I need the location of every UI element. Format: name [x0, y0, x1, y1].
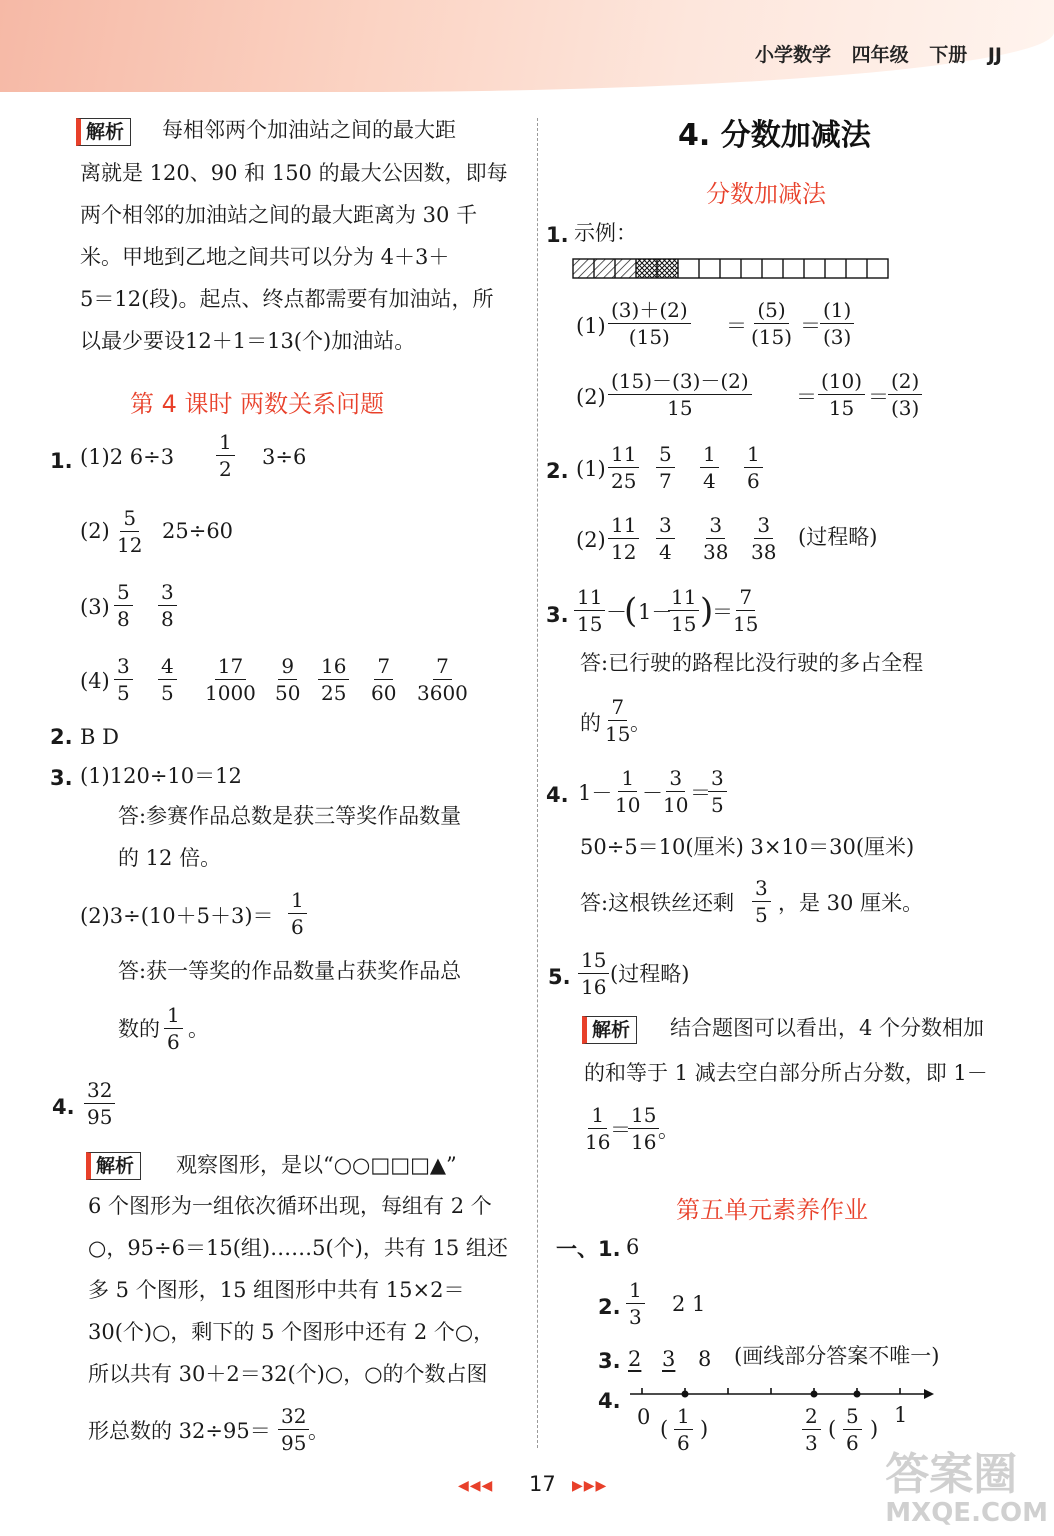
fraction: $\frac{11}{15}$	[668, 585, 699, 636]
equals-sign: ＝	[800, 314, 821, 338]
r-q3-number: 3.	[546, 603, 569, 627]
r-jiexi-line: 结合题图可以看出，4 个分数相加	[670, 1016, 985, 1040]
r-q4-answer-b: ，是 30 厘米。	[778, 891, 924, 915]
jiexi-tag: 解析	[86, 1152, 141, 1180]
jiexi2-line: 多 5 个图形，15 组图形中共有 15×2＝	[88, 1278, 465, 1302]
fraction: $\frac{1}{6}$	[164, 1003, 183, 1054]
number-line-zero: 0	[637, 1405, 651, 1429]
fraction: $\frac{1}{2}$	[216, 430, 235, 481]
number-line	[628, 1384, 936, 1404]
page-number: 17	[529, 1472, 556, 1496]
series-label: 小学数学 四年级 下册 JJ	[755, 44, 1002, 66]
fraction: $\frac{5}{8}$	[114, 580, 133, 631]
fraction: $\frac{15}{16}$	[578, 948, 609, 999]
fraction: $\frac{3}{38}$	[751, 513, 777, 564]
fraction-strip	[572, 258, 890, 280]
q3-answer1: 答:参赛作品总数是获三等奖作品数量	[118, 804, 462, 828]
fraction: $\frac{1}{6}$	[674, 1404, 693, 1455]
fraction: $\frac{(15)-(3)-(2)}{15}$	[608, 369, 752, 420]
q1-part1: (1)2 6÷3	[80, 445, 175, 469]
jiexi2-line: 30(个)○，剩下的 5 个图形中还有 2 个○，	[88, 1320, 495, 1344]
fraction: $\frac{(5)}{(15)}$	[751, 298, 793, 349]
fraction: $\frac{2}{3}$	[802, 1404, 821, 1455]
q1-part3-label: (3)	[80, 595, 110, 619]
equals-sign: ＝	[726, 314, 747, 338]
fraction: $\frac{(1)}{(3)}$	[820, 298, 854, 349]
fraction: $\frac{1}{4}$	[700, 442, 719, 493]
u3-answer-a: 2	[628, 1347, 642, 1371]
r-q2-number: 2.	[546, 459, 569, 483]
u3-number: 3.	[598, 1349, 621, 1373]
number-line-one: 1	[894, 1403, 908, 1427]
period: 。	[308, 1419, 329, 1443]
q1-part4-label: (4)	[80, 669, 110, 693]
page-arrows-right: ▶▶▶	[572, 1478, 608, 1494]
minus-sign: －	[606, 600, 627, 624]
fraction: $\frac{3}{10}$	[663, 766, 689, 817]
fraction: $\frac{3}{5}$	[114, 654, 133, 705]
q3-number: 3.	[50, 766, 73, 790]
fraction: $\frac{1}{6}$	[288, 888, 307, 939]
fraction: $\frac{3}{5}$	[752, 876, 771, 927]
process-omitted-note: (过程略)	[610, 962, 690, 986]
left-paren: (	[624, 591, 638, 631]
fraction: $\frac{7}{15}$	[605, 695, 631, 746]
unit-title: 第五单元素养作业	[676, 1196, 868, 1224]
period: 。	[188, 1017, 209, 1041]
r-jiexi-line: 的和等于 1 减去空白部分所占分数，即 1－	[584, 1061, 988, 1085]
q3-answer2: 答:获一等奖的作品数量占获奖作品总	[118, 959, 462, 983]
q3-answer2-b: 数的	[118, 1017, 160, 1041]
fraction: $\frac{1}{16}$	[585, 1103, 611, 1154]
fraction: $\frac{5}{12}$	[117, 506, 143, 557]
u2-number: 2.	[598, 1295, 621, 1319]
u3-answer-b: 3	[662, 1347, 676, 1371]
paren: )	[870, 1417, 879, 1441]
fraction: $\frac{1}{6}$	[744, 442, 763, 493]
fraction: $\frac{3}{5}$	[708, 766, 727, 817]
r-q5-number: 5.	[548, 965, 571, 989]
process-omitted-note: (过程略)	[798, 525, 878, 549]
fraction: $\frac{11}{25}$	[608, 442, 639, 493]
watermark-logo: 答案圈	[885, 1449, 1018, 1500]
fraction: $\frac{(3)+(2)}{(15)}$	[608, 298, 691, 349]
fraction: $\frac{32}{95}$	[84, 1078, 115, 1129]
u4-number: 4.	[598, 1389, 621, 1413]
period: 。	[658, 1118, 679, 1142]
jiexi2-line: ○，95÷6＝15(组)……5(个)，共有 15 组还	[88, 1236, 508, 1260]
r-q1-label: 示例：	[574, 221, 637, 245]
fraction: $\frac{7}{3600}$	[417, 654, 468, 705]
fraction: $\frac{1}{3}$	[626, 1278, 645, 1329]
fraction: $\frac{17}{1000}$	[205, 654, 256, 705]
jiexi1-line: 两个相邻的加油站之间的最大距离为 30 千	[80, 203, 478, 227]
r-q4-answer: 答:这根铁丝还剩	[580, 891, 735, 915]
jiexi1-line: 米。甲地到乙地之间共可以分为 4＋3＋	[80, 245, 450, 269]
q2-answer: B D	[80, 725, 119, 749]
r-q3-answer-b: 的	[580, 711, 601, 735]
fraction: $\frac{(10)}{15}$	[818, 369, 865, 420]
fraction: $\frac{7}{60}$	[371, 654, 397, 705]
u2-answer: 2 1	[672, 1292, 706, 1316]
q2-number: 2.	[50, 725, 73, 749]
watermark	[885, 1449, 1048, 1528]
fraction: $\frac{7}{15}$	[733, 585, 759, 636]
r-q1-eq2-label: (2)	[576, 385, 606, 409]
q3-answer1-b: 的 12 倍。	[118, 846, 222, 870]
fraction: $\frac{1}{10}$	[615, 766, 641, 817]
jiexi2-line: 观察图形，是以“○○□□□▲”	[176, 1153, 457, 1177]
paren: (	[828, 1417, 837, 1441]
equals-sign: ＝	[610, 1118, 631, 1142]
jiexi2-line: 6 个图形为一组依次循环出现，每组有 2 个	[88, 1194, 492, 1218]
fraction: $\frac{11}{15}$	[574, 585, 605, 636]
fraction: $\frac{(2)}{(3)}$	[888, 369, 922, 420]
one-minus: 1－	[638, 600, 673, 624]
paren: )	[700, 1417, 709, 1441]
u3-note: (画线部分答案不唯一)	[734, 1344, 940, 1368]
fraction: $\frac{16}{25}$	[318, 654, 349, 705]
r-q2-p1-label: (1)	[576, 457, 606, 481]
period: 。	[630, 711, 651, 735]
fraction: $\frac{15}{16}$	[628, 1103, 659, 1154]
fraction: $\frac{5}{7}$	[656, 442, 675, 493]
minus-sign: －	[642, 781, 663, 805]
jiexi1-line: 以最少要设12＋1＝13(个)加油站。	[80, 329, 416, 353]
q3-part1: (1)120÷10＝12	[80, 764, 242, 788]
fraction: $\frac{9}{50}$	[275, 654, 301, 705]
column-divider	[537, 118, 538, 1448]
equals-sign: ＝	[796, 385, 817, 409]
r-q2-p2-label: (2)	[576, 528, 606, 552]
equals-sign: ＝	[712, 600, 733, 624]
fraction: $\frac{4}{5}$	[158, 654, 177, 705]
watermark-url: MXQE.COM	[885, 1498, 1048, 1528]
u3-answer-c: 8	[698, 1347, 712, 1371]
q1-part2-b: 25÷60	[162, 519, 234, 543]
equals-sign: ＝	[690, 781, 711, 805]
fraction: $\frac{32}{95}$	[278, 1404, 309, 1455]
section-title: 分数加减法	[706, 180, 826, 208]
fraction: $\frac{3}{4}$	[656, 513, 675, 564]
jiexi1-line: 每相邻两个加油站之间的最大距	[162, 118, 456, 142]
r-q4-number: 4.	[546, 783, 569, 807]
q1-number: 1.	[50, 449, 73, 473]
r-q3-answer: 答:已行驶的路程比没行驶的多占全程	[580, 651, 924, 675]
fraction: $\frac{3}{8}$	[158, 580, 177, 631]
paren: (	[660, 1417, 669, 1441]
lesson-title: 第 4 课时 两数关系问题	[130, 390, 385, 418]
r-q1-number: 1.	[546, 223, 569, 247]
page-arrows-left: ◀◀◀	[458, 1478, 494, 1494]
fraction: $\frac{11}{12}$	[608, 513, 639, 564]
r-q1-eq1-label: (1)	[576, 314, 606, 338]
jiexi2-line: 形总数的 32÷95＝	[88, 1419, 271, 1443]
q4-number: 4.	[52, 1095, 75, 1119]
r-q4-calc: 50÷5＝10(厘米) 3×10＝30(厘米)	[580, 835, 915, 859]
jiexi-tag: 解析	[582, 1016, 637, 1044]
chapter-title: 4. 分数加减法	[678, 118, 871, 153]
one-minus: 1－	[578, 781, 613, 805]
q3-part2: (2)3÷(10＋5＋3)＝	[80, 904, 274, 928]
jiexi1-line: 5＝12(段)。起点、终点都需要有加油站，所	[80, 287, 494, 311]
u1-number: 一、1.	[556, 1237, 621, 1261]
fraction: $\frac{3}{38}$	[703, 513, 729, 564]
equals-sign: ＝	[868, 385, 889, 409]
right-paren: )	[700, 591, 714, 631]
q1-part1-b: 3÷6	[262, 445, 307, 469]
u1-answer: 6	[626, 1235, 640, 1259]
fraction: $\frac{5}{6}$	[843, 1404, 862, 1455]
jiexi-tag: 解析	[76, 118, 131, 146]
q1-part2-label: (2)	[80, 519, 110, 543]
jiexi2-line: 所以共有 30＋2＝32(个)○，○的个数占图	[88, 1362, 488, 1386]
jiexi1-line: 离就是 120、90 和 150 的最大公因数，即每	[80, 161, 508, 185]
